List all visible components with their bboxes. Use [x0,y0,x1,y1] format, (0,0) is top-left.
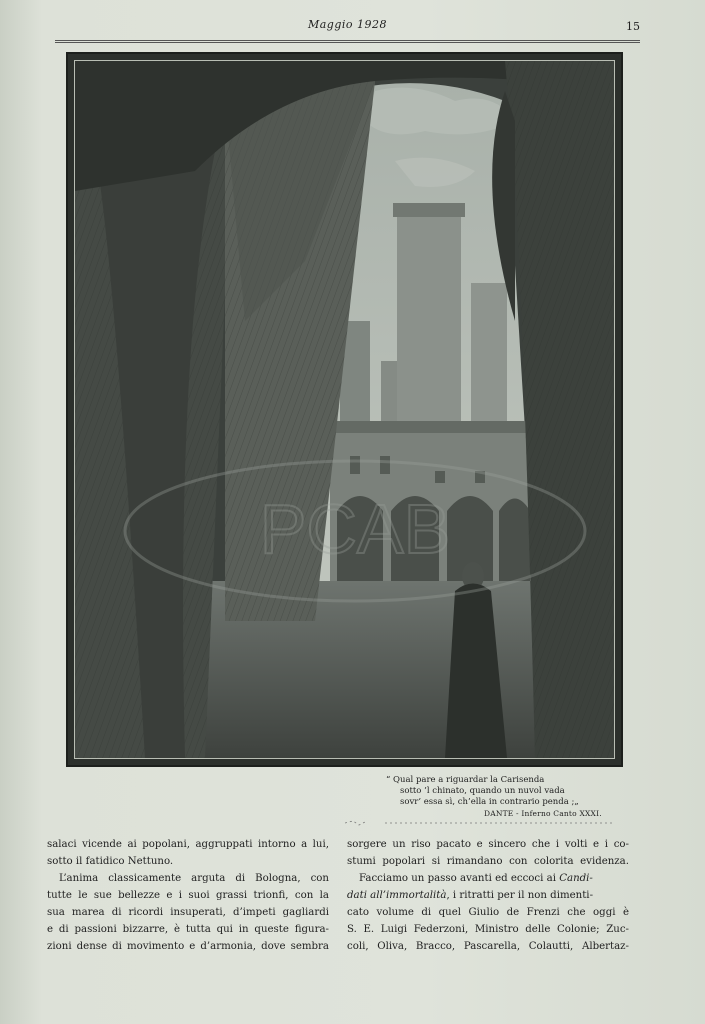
running-title: Maggio 1928 [307,18,388,31]
illustration-caption [380,775,620,819]
body-line [347,870,629,887]
running-head [55,18,640,43]
right-text-column [347,836,629,955]
body-line: sorgere un riso pacato e sincero che i volti e i co- [347,839,629,850]
page-number: 15 [626,20,640,33]
body-line: e di passioni bizzarre, è tutta qui in queste figura- [47,924,329,935]
body-line: salaci vicende ai popolani, aggruppati intorno a lui, [47,839,329,850]
tower-illustration [74,60,615,759]
caption-line-3: sovr’ essa sì, ch’ella in contrario penda ;„ [400,797,579,807]
italic-title: Candi- [559,873,593,884]
decorative-scribble [345,818,620,828]
body-line: zioni dense di movimento e d’armonia, dove sembra [47,941,329,952]
caption-line-1: “ Qual pare a riguardar la Carisenda [386,775,545,785]
body-text: Facciamo un passo avanti ed eccoci ai [359,873,560,884]
body-line: tutte le sue bellezze e i suoi grassi trionfi, con la [47,890,329,901]
body-line: sotto il fatidico Nettuno. [47,856,174,867]
body-line: S. E. Luigi Federzoni, Ministro delle Colonie; Zuc- [347,924,629,935]
left-text-column [47,836,329,955]
body-line: L’anima classicamente arguta di Bologna, con [59,873,329,884]
caption-attribution: DANTE - Inferno Canto XXXI. [484,809,602,818]
illustration-frame [66,52,623,767]
italic-title: dati all’immortalità [347,890,447,901]
body-line: coli, Oliva, Bracco, Pascarella, Colautti, Albertaz- [347,941,629,952]
caption-line-2: sotto ’l chinato, quando un nuvol vada [400,786,565,796]
body-line [347,887,629,904]
body-line: cato volume di quel Giulio de Frenzi che oggi è [347,907,629,918]
tower-drawing [75,61,614,758]
body-line: sua marea di ricordi insuperati, d’impeti gagliardi [47,907,329,918]
body-text: , i ritratti per il non dimenti- [446,890,594,901]
body-line: stumi popolari si rimandano con colorita evidenza. [347,856,629,867]
watermark-text: PCAB [259,490,451,568]
